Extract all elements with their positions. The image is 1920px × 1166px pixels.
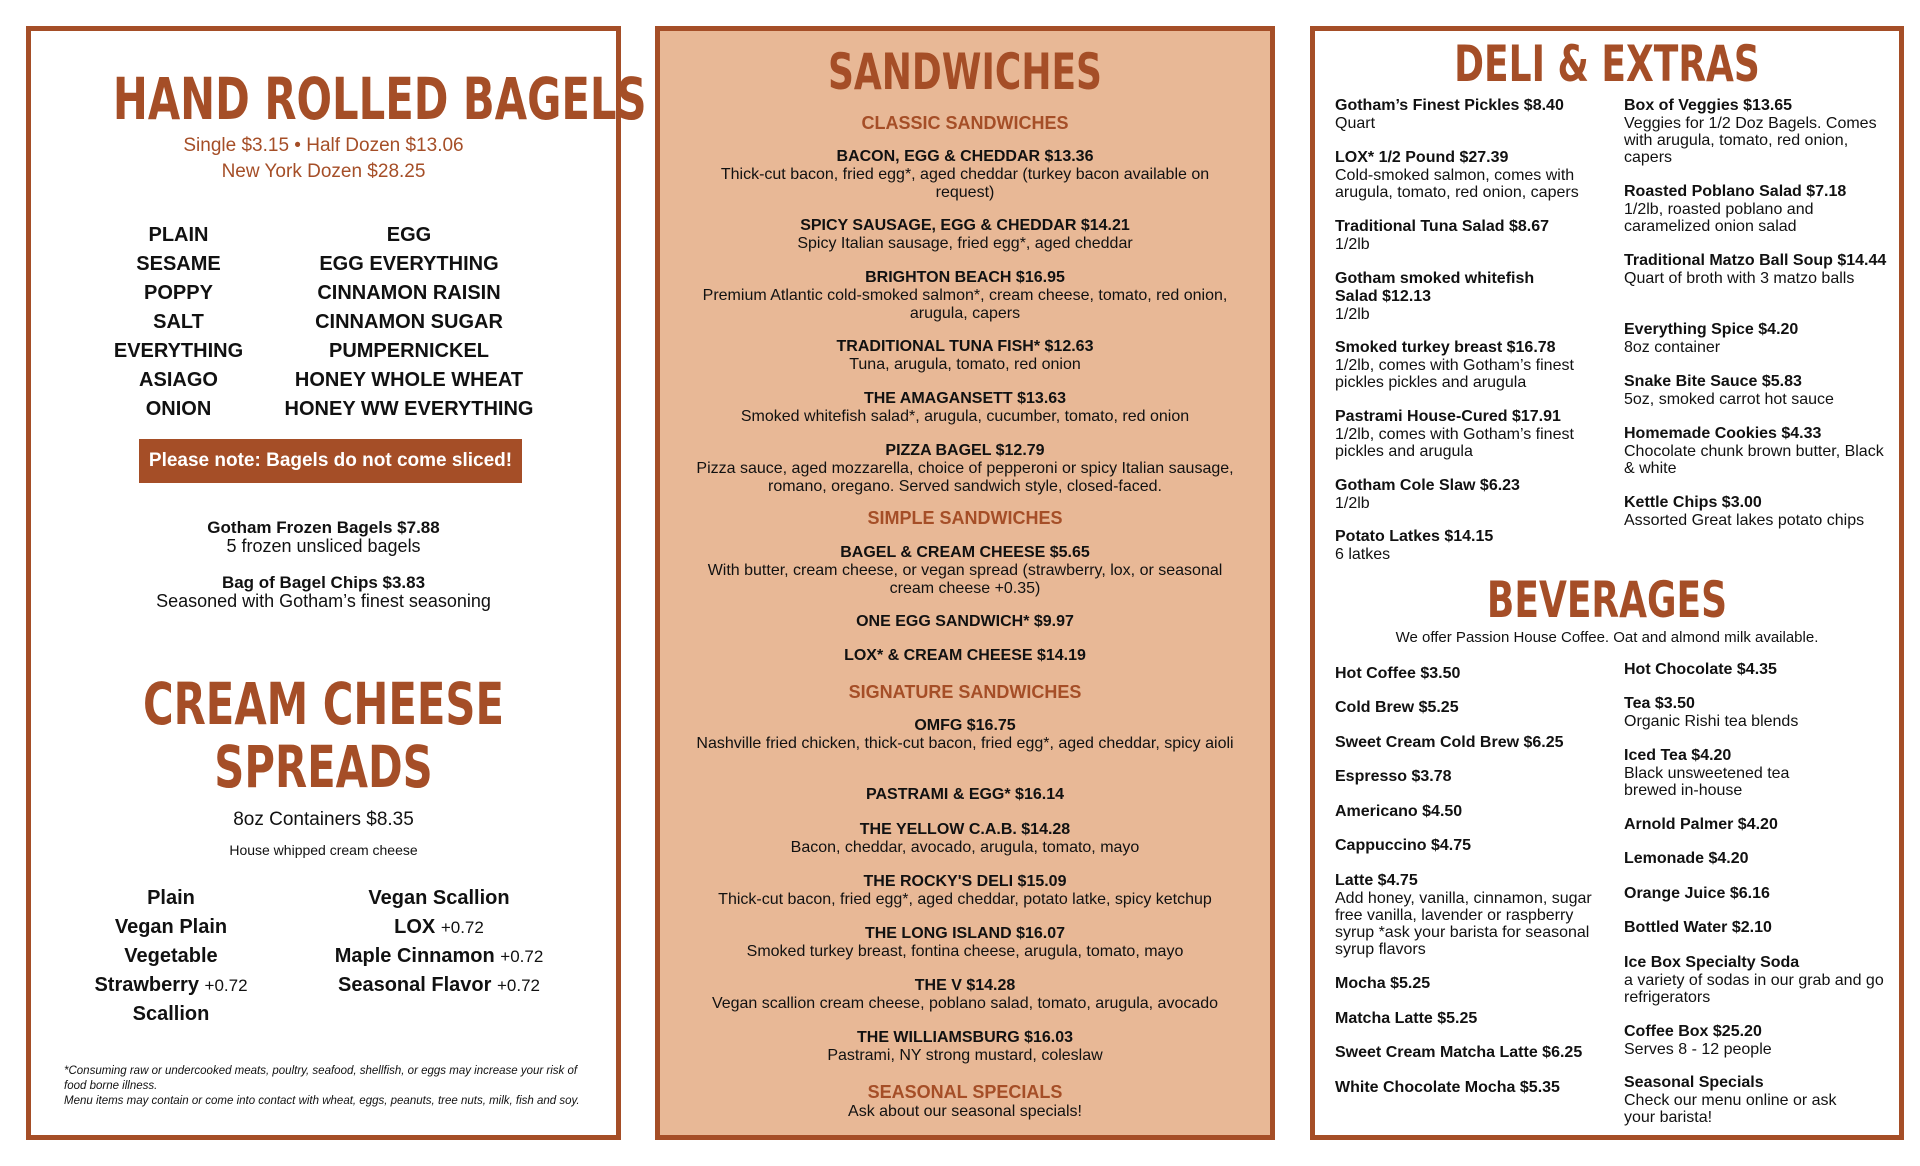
menu-item (1624, 695, 1889, 730)
menu-item (1624, 885, 1889, 903)
item-name: Potato Latkes $14.15 (1335, 528, 1494, 545)
bagel-flavor: EGG EVERYTHING (319, 253, 499, 275)
menu-item (1335, 1044, 1605, 1062)
spread-name: Scallion (132, 1003, 210, 1025)
menu-item (690, 873, 1240, 909)
item-name: BRIGHTON BEACH $16.95 (865, 269, 1065, 286)
seasonal-heading: SEASONAL SPECIALS (867, 1082, 1063, 1102)
item-name: Gotham’s Finest Pickles $8.40 (1335, 97, 1564, 114)
item-desc: Serves 8 - 12 people (1624, 1041, 1772, 1058)
spread-modifier: +0.72 (440, 918, 484, 937)
bagel-flavor: PLAIN (148, 224, 209, 246)
bagel-flavor: SALT (153, 311, 204, 333)
menu-item (1335, 97, 1605, 132)
spreads-title-line-2: SPREADS (214, 733, 433, 801)
item-desc: Smoked whitefish salad*, arugula, cucumber, tomato, red onion (740, 408, 1190, 425)
menu-item (1624, 183, 1889, 235)
item-name: Everything Spice $4.20 (1624, 321, 1799, 338)
deli-title: DELI & EXTRAS (1454, 35, 1760, 93)
menu-item (1335, 218, 1605, 253)
item-name: LOX* & CREAM CHEESE $14.19 (844, 647, 1086, 664)
menu-item (1624, 373, 1889, 408)
item-desc: 1/2lb (1335, 495, 1370, 512)
bagels-title: HAND ROLLED BAGELS (112, 65, 647, 133)
item-desc: 1/2lb, roasted poblano and caramelized onion salad (1624, 201, 1814, 235)
item-desc: Thick-cut bacon, fried egg*, aged cheddar, potato latke, spicy ketchup (718, 891, 1212, 908)
spread-name: Maple Cinnamon (334, 945, 495, 967)
item-name: Seasonal Specials (1624, 1074, 1764, 1091)
item-name: Tea $3.50 (1624, 695, 1695, 712)
bagel-price-line-1: Single $3.15 • Half Dozen $13.06 (183, 135, 464, 156)
item-desc: Quart of broth with 3 matzo balls (1624, 270, 1855, 287)
menu-item (690, 647, 1240, 665)
sandwiches-panel (655, 26, 1275, 1140)
item-desc: Quart (1335, 115, 1376, 132)
spread-item (86, 971, 256, 1000)
item-name: LOX* 1/2 Pound $27.39 (1335, 149, 1509, 166)
menu-item (1335, 1079, 1605, 1097)
spreads-title-line-1: CREAM CHEESE (142, 670, 504, 738)
item-desc: 1/2lb, comes with Gotham’s finest pickles and arugula (1335, 426, 1574, 460)
item-name: Arnold Palmer $4.20 (1624, 816, 1778, 833)
menu-item (1624, 816, 1889, 834)
item-name: White Chocolate Mocha $5.35 (1335, 1079, 1560, 1096)
menu-item (690, 544, 1240, 598)
menu-item (690, 613, 1240, 631)
item-name: Traditional Tuna Salad $8.67 (1335, 218, 1549, 235)
allergen-disclaimer (64, 1064, 594, 1109)
bagel-flavor: HONEY WW EVERYTHING (284, 398, 534, 420)
menu-item (690, 442, 1240, 496)
bagel-flavors-left (91, 221, 266, 424)
signature-heading: SIGNATURE SANDWICHES (848, 682, 1082, 702)
menu-item (1624, 97, 1889, 166)
item-desc: Veggies for 1/2 Doz Bagels. Comes with arugula, tomato, red onion, capers (1624, 115, 1877, 166)
menu-item (690, 217, 1240, 253)
item-name: Hot Coffee $3.50 (1335, 665, 1461, 682)
menu-item (1624, 1074, 1864, 1126)
spread-modifier: +0.72 (500, 947, 544, 966)
spread-modifier: +0.72 (204, 976, 248, 995)
menu-item (690, 1029, 1240, 1065)
item-name: TRADITIONAL TUNA FISH* $12.63 (836, 338, 1094, 355)
menu-item (1335, 339, 1605, 391)
item-desc: Ask about our seasonal specials! (848, 1103, 1082, 1120)
item-name: THE ROCKY'S DELI $15.09 (863, 873, 1067, 890)
menu-item (690, 717, 1240, 753)
bagel-flavors-right (279, 221, 539, 424)
item-name: Hot Chocolate $4.35 (1624, 661, 1777, 678)
item-name: Latte $4.75 (1335, 872, 1418, 889)
spreads-right-column (314, 884, 564, 1000)
bagel-prices (31, 133, 616, 185)
menu-item (690, 269, 1240, 323)
item-desc: Tuna, arugula, tomato, red onion (849, 356, 1081, 373)
menu-item (690, 786, 1240, 804)
item-name: SPICY SAUSAGE, EGG & CHEDDAR $14.21 (800, 217, 1130, 234)
spread-item (314, 884, 564, 913)
item-desc: 8oz container (1624, 339, 1721, 356)
menu-item (1335, 1010, 1605, 1028)
item-name: Bottled Water $2.10 (1624, 919, 1772, 936)
menu-item (1335, 699, 1605, 717)
menu-item (1624, 919, 1889, 937)
item-name: Coffee Box $25.20 (1624, 1023, 1762, 1040)
item-name: Cold Brew $5.25 (1335, 699, 1459, 716)
item-name: Gotham smoked whitefish Salad $12.13 (1335, 270, 1535, 305)
spreads-containers: 8oz Containers $8.35 (233, 809, 414, 830)
item-name: BACON, EGG & CHEDDAR $13.36 (836, 148, 1094, 165)
item-name: Gotham Cole Slaw $6.23 (1335, 477, 1520, 494)
menu-item (1335, 837, 1605, 855)
item-name: Traditional Matzo Ball Soup $14.44 (1624, 252, 1887, 269)
spread-name: Vegan Plain (114, 916, 228, 938)
bagel-flavor: SESAME (136, 253, 221, 275)
bagel-price-line-2: New York Dozen $28.25 (221, 161, 426, 182)
menu-item (1335, 768, 1605, 786)
menu-item (1335, 477, 1605, 512)
item-desc: 5oz, smoked carrot hot sauce (1624, 391, 1834, 408)
deli-beverages-panel (1310, 26, 1904, 1140)
beverages-title: BEVERAGES (1486, 571, 1728, 629)
menu-item (1335, 270, 1555, 323)
item-desc: Check our menu online or ask your barista! (1624, 1092, 1837, 1126)
item-name: Orange Juice $6.16 (1624, 885, 1770, 902)
disclaimer-line-1: *Consuming raw or undercooked meats, poultry, seafood, shellfish, or eggs may increase your risk of food borne illness. (64, 1065, 578, 1092)
item-name: PIZZA BAGEL $12.79 (885, 442, 1045, 459)
item-desc: 1/2lb (1335, 236, 1370, 253)
item-name: Lemonade $4.20 (1624, 850, 1749, 867)
item-desc: Cold-smoked salmon, comes with arugula, tomato, red onion, capers (1335, 167, 1579, 201)
item-desc: Pastrami, NY strong mustard, coleslaw (827, 1047, 1103, 1064)
item-name: Espresso $3.78 (1335, 768, 1452, 785)
simple-heading: SIMPLE SANDWICHES (867, 508, 1063, 528)
spread-name: Vegetable (124, 945, 218, 967)
extra-item (31, 574, 616, 610)
item-name: THE LONG ISLAND $16.07 (864, 925, 1066, 942)
menu-item (690, 338, 1240, 374)
item-desc: Nashville fried chicken, thick-cut bacon, fried egg*, aged cheddar, spicy aioli (696, 735, 1234, 752)
item-desc: 6 latkes (1335, 546, 1391, 563)
item-desc: 1/2lb (1335, 306, 1370, 323)
menu-item (1624, 252, 1889, 287)
spread-name: Plain (147, 887, 195, 909)
item-name: Sweet Cream Cold Brew $6.25 (1335, 734, 1564, 751)
spread-name: Vegan Scallion (368, 887, 510, 909)
bagel-flavor: HONEY WHOLE WHEAT (294, 369, 524, 391)
spreads-left-column (86, 884, 256, 1029)
extra-item-name: Gotham Frozen Bagels $7.88 (207, 518, 440, 537)
item-name: Smoked turkey breast $16.78 (1335, 339, 1556, 356)
spread-item (86, 942, 256, 971)
item-name: Iced Tea $4.20 (1624, 747, 1732, 764)
item-name: Pastrami House-Cured $17.91 (1335, 408, 1561, 425)
bagel-flavor: EGG (386, 224, 432, 246)
menu-item (690, 925, 1240, 961)
bagel-flavor: ONION (145, 398, 212, 420)
menu-item (1335, 665, 1605, 683)
item-name: Cappuccino $4.75 (1335, 837, 1472, 854)
extra-item-name: Bag of Bagel Chips $3.83 (221, 573, 426, 592)
spread-modifier: +0.72 (496, 976, 540, 995)
menu-item (1624, 850, 1889, 868)
item-desc: 1/2lb, comes with Gotham’s finest pickles pickles and arugula (1335, 357, 1574, 391)
bagel-flavor: EVERYTHING (113, 340, 244, 362)
bagel-flavor: PUMPERNICKEL (328, 340, 489, 362)
item-name: Mocha $5.25 (1335, 975, 1431, 992)
item-desc: Assorted Great lakes potato chips (1624, 512, 1865, 529)
menu-item (690, 148, 1240, 202)
classic-heading: CLASSIC SANDWICHES (861, 113, 1069, 133)
menu-item (690, 1103, 1240, 1121)
item-name: Roasted Poblano Salad $7.18 (1624, 183, 1847, 200)
extra-item-desc: Seasoned with Gotham’s finest seasoning (156, 591, 491, 611)
item-desc: Chocolate chunk brown butter, Black & white (1624, 443, 1884, 477)
spread-item (314, 913, 564, 942)
bagel-flavor: POPPY (144, 282, 213, 304)
item-desc: a variety of sodas in our grab and go refrigerators (1624, 972, 1884, 1006)
beverages-subtitle: We offer Passion House Coffee. Oat and almond milk available. (1395, 629, 1819, 646)
item-desc: With butter, cream cheese, or vegan spread (strawberry, lox, or seasonal cream cheese +0.35) (707, 562, 1223, 597)
menu-item (1335, 528, 1605, 563)
spread-item (314, 971, 564, 1000)
bagels-panel (26, 26, 647, 1140)
spread-item (86, 913, 256, 942)
menu-item (1335, 408, 1605, 460)
item-desc: Pizza sauce, aged mozzarella, choice of pepperoni or spicy Italian sausage, romano, oregano. Served sandwich style, closed-faced. (696, 460, 1234, 495)
sandwiches-title: SANDWICHES (828, 43, 1102, 101)
menu-item (1624, 1023, 1889, 1058)
menu-item (1335, 975, 1605, 993)
spreads-subtitle: House whipped cream cheese (229, 842, 418, 858)
extra-item (31, 519, 616, 555)
item-name: ONE EGG SANDWICH* $9.97 (856, 613, 1074, 630)
item-name: THE WILLIAMSBURG $16.03 (856, 1029, 1074, 1046)
item-name: Ice Box Specialty Soda (1624, 954, 1800, 971)
item-desc: Organic Rishi tea blends (1624, 713, 1799, 730)
spread-item (86, 1000, 256, 1029)
item-name: PASTRAMI & EGG* $16.14 (866, 786, 1064, 803)
disclaimer-line-2: Menu items may contain or come into contact with wheat, eggs, peanuts, tree nuts, milk, fish and soy. (64, 1095, 580, 1107)
menu-item (1624, 661, 1889, 679)
bagel-flavor: CINNAMON RAISIN (317, 282, 501, 304)
item-name: Matcha Latte $5.25 (1335, 1010, 1478, 1027)
menu-item (690, 821, 1240, 857)
item-name: BAGEL & CREAM CHEESE $5.65 (840, 544, 1090, 561)
bagel-flavor: CINNAMON SUGAR (315, 311, 503, 333)
item-name: Box of Veggies $13.65 (1624, 97, 1793, 114)
item-name: Americano $4.50 (1335, 803, 1463, 820)
item-name: THE AMAGANSETT $13.63 (863, 390, 1067, 407)
menu-item (690, 977, 1240, 1013)
item-name: THE YELLOW C.A.B. $14.28 (859, 821, 1071, 838)
menu-item (690, 390, 1240, 426)
spread-item (314, 942, 564, 971)
item-desc: Add honey, vanilla, cinnamon, sugar free vanilla, lavender or raspberry syrup *ask your barista for seasonal syrup flavors (1335, 890, 1592, 958)
item-desc: Smoked turkey breast, fontina cheese, arugula, tomato, mayo (746, 943, 1184, 960)
item-name: THE V $14.28 (914, 977, 1016, 994)
item-desc: Spicy Italian sausage, fried egg*, aged cheddar (797, 235, 1133, 252)
item-name: Homemade Cookies $4.33 (1624, 425, 1822, 442)
item-name: OMFG $16.75 (914, 717, 1016, 734)
menu-item (1335, 803, 1605, 821)
menu-item (1624, 425, 1889, 477)
item-name: Sweet Cream Matcha Latte $6.25 (1335, 1044, 1583, 1061)
menu-item (1624, 321, 1889, 356)
spread-name: Strawberry (94, 974, 199, 996)
menu-item (1335, 149, 1605, 201)
menu-item (1335, 872, 1597, 958)
item-name: Snake Bite Sauce $5.83 (1624, 373, 1802, 390)
menu-item (1624, 494, 1889, 529)
item-desc: Black unsweetened tea brewed in-house (1624, 765, 1790, 799)
menu-item (1624, 954, 1889, 1006)
spread-name: Seasonal Flavor (338, 974, 492, 996)
menu-item (1335, 734, 1605, 752)
bagel-flavor: ASIAGO (139, 369, 218, 391)
item-desc: Premium Atlantic cold-smoked salmon*, cream cheese, tomato, red onion, arugula, capers (702, 287, 1228, 322)
item-desc: Thick-cut bacon, fried egg*, aged cheddar (turkey bacon available on request) (720, 166, 1210, 201)
spread-name: LOX (394, 916, 436, 938)
item-name: Kettle Chips $3.00 (1624, 494, 1762, 511)
sliced-note: Please note: Bagels do not come sliced! (139, 439, 522, 483)
menu-item (1624, 747, 1824, 799)
item-desc: Bacon, cheddar, avocado, arugula, tomato, mayo (790, 839, 1140, 856)
item-desc: Vegan scallion cream cheese, poblano salad, tomato, arugula, avocado (711, 995, 1219, 1012)
spread-item (86, 884, 256, 913)
extra-item-desc: 5 frozen unsliced bagels (226, 536, 421, 556)
